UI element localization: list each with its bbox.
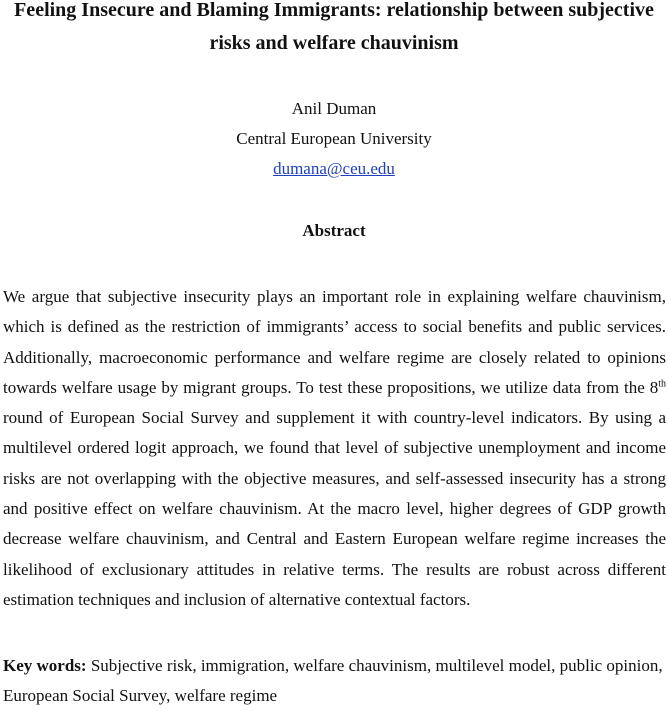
- abstract-text-part2: round of European Social Survey and supplement it with country-level indicators. By using a multilevel ordered logit approach, we found that level of subjective unemployment and income risks are not overlapping with the objective measures, and self-assessed insecurity has a strong and positive effect on welfare chauvinism. At the macro level, higher degrees of GDP growth decrease welfare chauvinism, and Central and Eastern European welfare regime increases the likelihood of exclusionary attitudes in relative terms. The results are robust across different estimation techniques and inclusion of alternative contextual factors.: [3, 408, 666, 609]
- ordinal-superscript: th: [658, 378, 666, 390]
- abstract-body: [3, 282, 666, 615]
- keywords-line: [3, 651, 663, 711]
- abstract-heading: Abstract: [302, 221, 366, 240]
- author-affiliation: Central European University: [236, 129, 432, 148]
- author-email-link[interactable]: dumana@ceu.edu: [273, 159, 395, 178]
- author-name: Anil Duman: [291, 99, 377, 118]
- keywords-text: Subjective risk, immigration, welfare chauvinism, multilevel model, public opinion, European Social Survey, welfare regime: [3, 656, 663, 705]
- author-email-line: [0, 158, 668, 180]
- paper-title: Feeling Insecure and Blaming Immigrants: relationship between subjective risks and welfare chauvinism: [14, 0, 654, 54]
- abstract-text-part1: We argue that subjective insecurity plays an important role in explaining welfare chauvinism, which is defined as the restriction of immigrants’ access to social benefits and public services. Additionally, macroeconomic performance and welfare regime are closely related to opinions towards welfare usage by migrant groups. To test these propositions, we utilize data from the 8: [3, 287, 666, 397]
- keywords-label: Key words:: [3, 656, 87, 675]
